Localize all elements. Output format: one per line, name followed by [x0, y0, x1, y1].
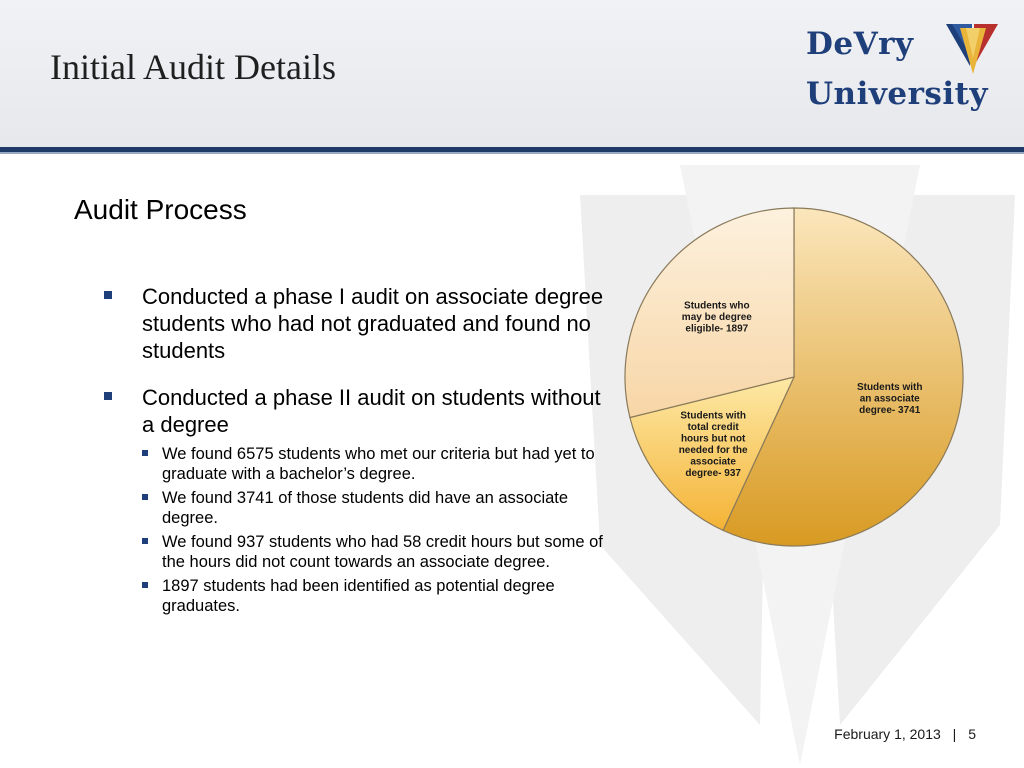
sub-bullet-item — [142, 576, 604, 616]
pie-chart — [618, 207, 968, 552]
header-divider-accent — [0, 152, 1024, 154]
sub-bullet-item — [142, 444, 604, 484]
devry-logo — [806, 18, 1002, 126]
footer-date: February 1, 2013 — [834, 726, 941, 742]
pie-slice-label-line: hours but not — [680, 433, 746, 445]
logo-word-devry: DeVry — [806, 26, 914, 62]
pie-slices — [625, 208, 963, 546]
bullet-marker-icon — [104, 291, 112, 299]
shield-icon — [944, 18, 1000, 78]
page-number: 5 — [968, 726, 976, 742]
pie-slice-label-0 — [857, 382, 923, 416]
bullet-marker-icon — [142, 450, 148, 456]
section-heading: Audit Process — [74, 194, 247, 225]
pie-slice-label-line: an associate — [859, 393, 920, 405]
pie-slice-label-line: Students with — [680, 410, 746, 422]
pie-slice-label-line: associate — [690, 456, 736, 468]
bullet-item — [104, 283, 604, 364]
sub-bullet-text: We found 6575 students who met our criteria but had yet to graduate with a bachelor’s degree. — [162, 445, 595, 483]
bullet-list — [104, 283, 604, 620]
bullet-marker-icon — [142, 494, 148, 500]
pie-slice-label-line: may be degree — [681, 312, 752, 324]
sub-bullet-text: We found 937 students who had 58 credit hours but some of the hours did not count towards an associate degree. — [162, 533, 603, 571]
footer — [826, 726, 976, 742]
pie-slice-label-line: Students who — [684, 300, 750, 312]
bullet-marker-icon — [142, 582, 148, 588]
sub-bullet-text: 1897 students had been identified as potential degree graduates. — [162, 577, 555, 615]
pie-slice-label-line: degree- 3741 — [859, 405, 921, 417]
pie-slice-label-line: Students with — [856, 382, 923, 394]
sub-bullet-item — [142, 488, 604, 528]
footer-separator: | — [952, 726, 957, 742]
bullet-item — [104, 384, 604, 438]
bullet-text: Conducted a phase I audit on associate degree students who had not graduated and found no students — [142, 284, 604, 363]
bullet-marker-icon — [142, 538, 148, 544]
sub-bullet-item — [142, 532, 604, 572]
pie-slice-label-1 — [679, 410, 748, 479]
pie-slice-label-line: needed for the — [678, 444, 748, 456]
pie-slice-label-line: total credit — [687, 421, 739, 433]
sub-bullet-text: We found 3741 of those students did have an associate degree. — [162, 489, 569, 527]
bullet-marker-icon — [104, 392, 112, 400]
slide-title: Initial Audit Details — [50, 47, 336, 87]
pie-slice-label-line: eligible- 1897 — [685, 323, 749, 335]
pie-slice-label-2 — [682, 301, 752, 335]
pie-slice-label-line: degree- 937 — [685, 467, 741, 479]
logo-word-university: University — [806, 76, 988, 112]
bullet-text: Conducted a phase II audit on students without a degree — [142, 385, 601, 437]
